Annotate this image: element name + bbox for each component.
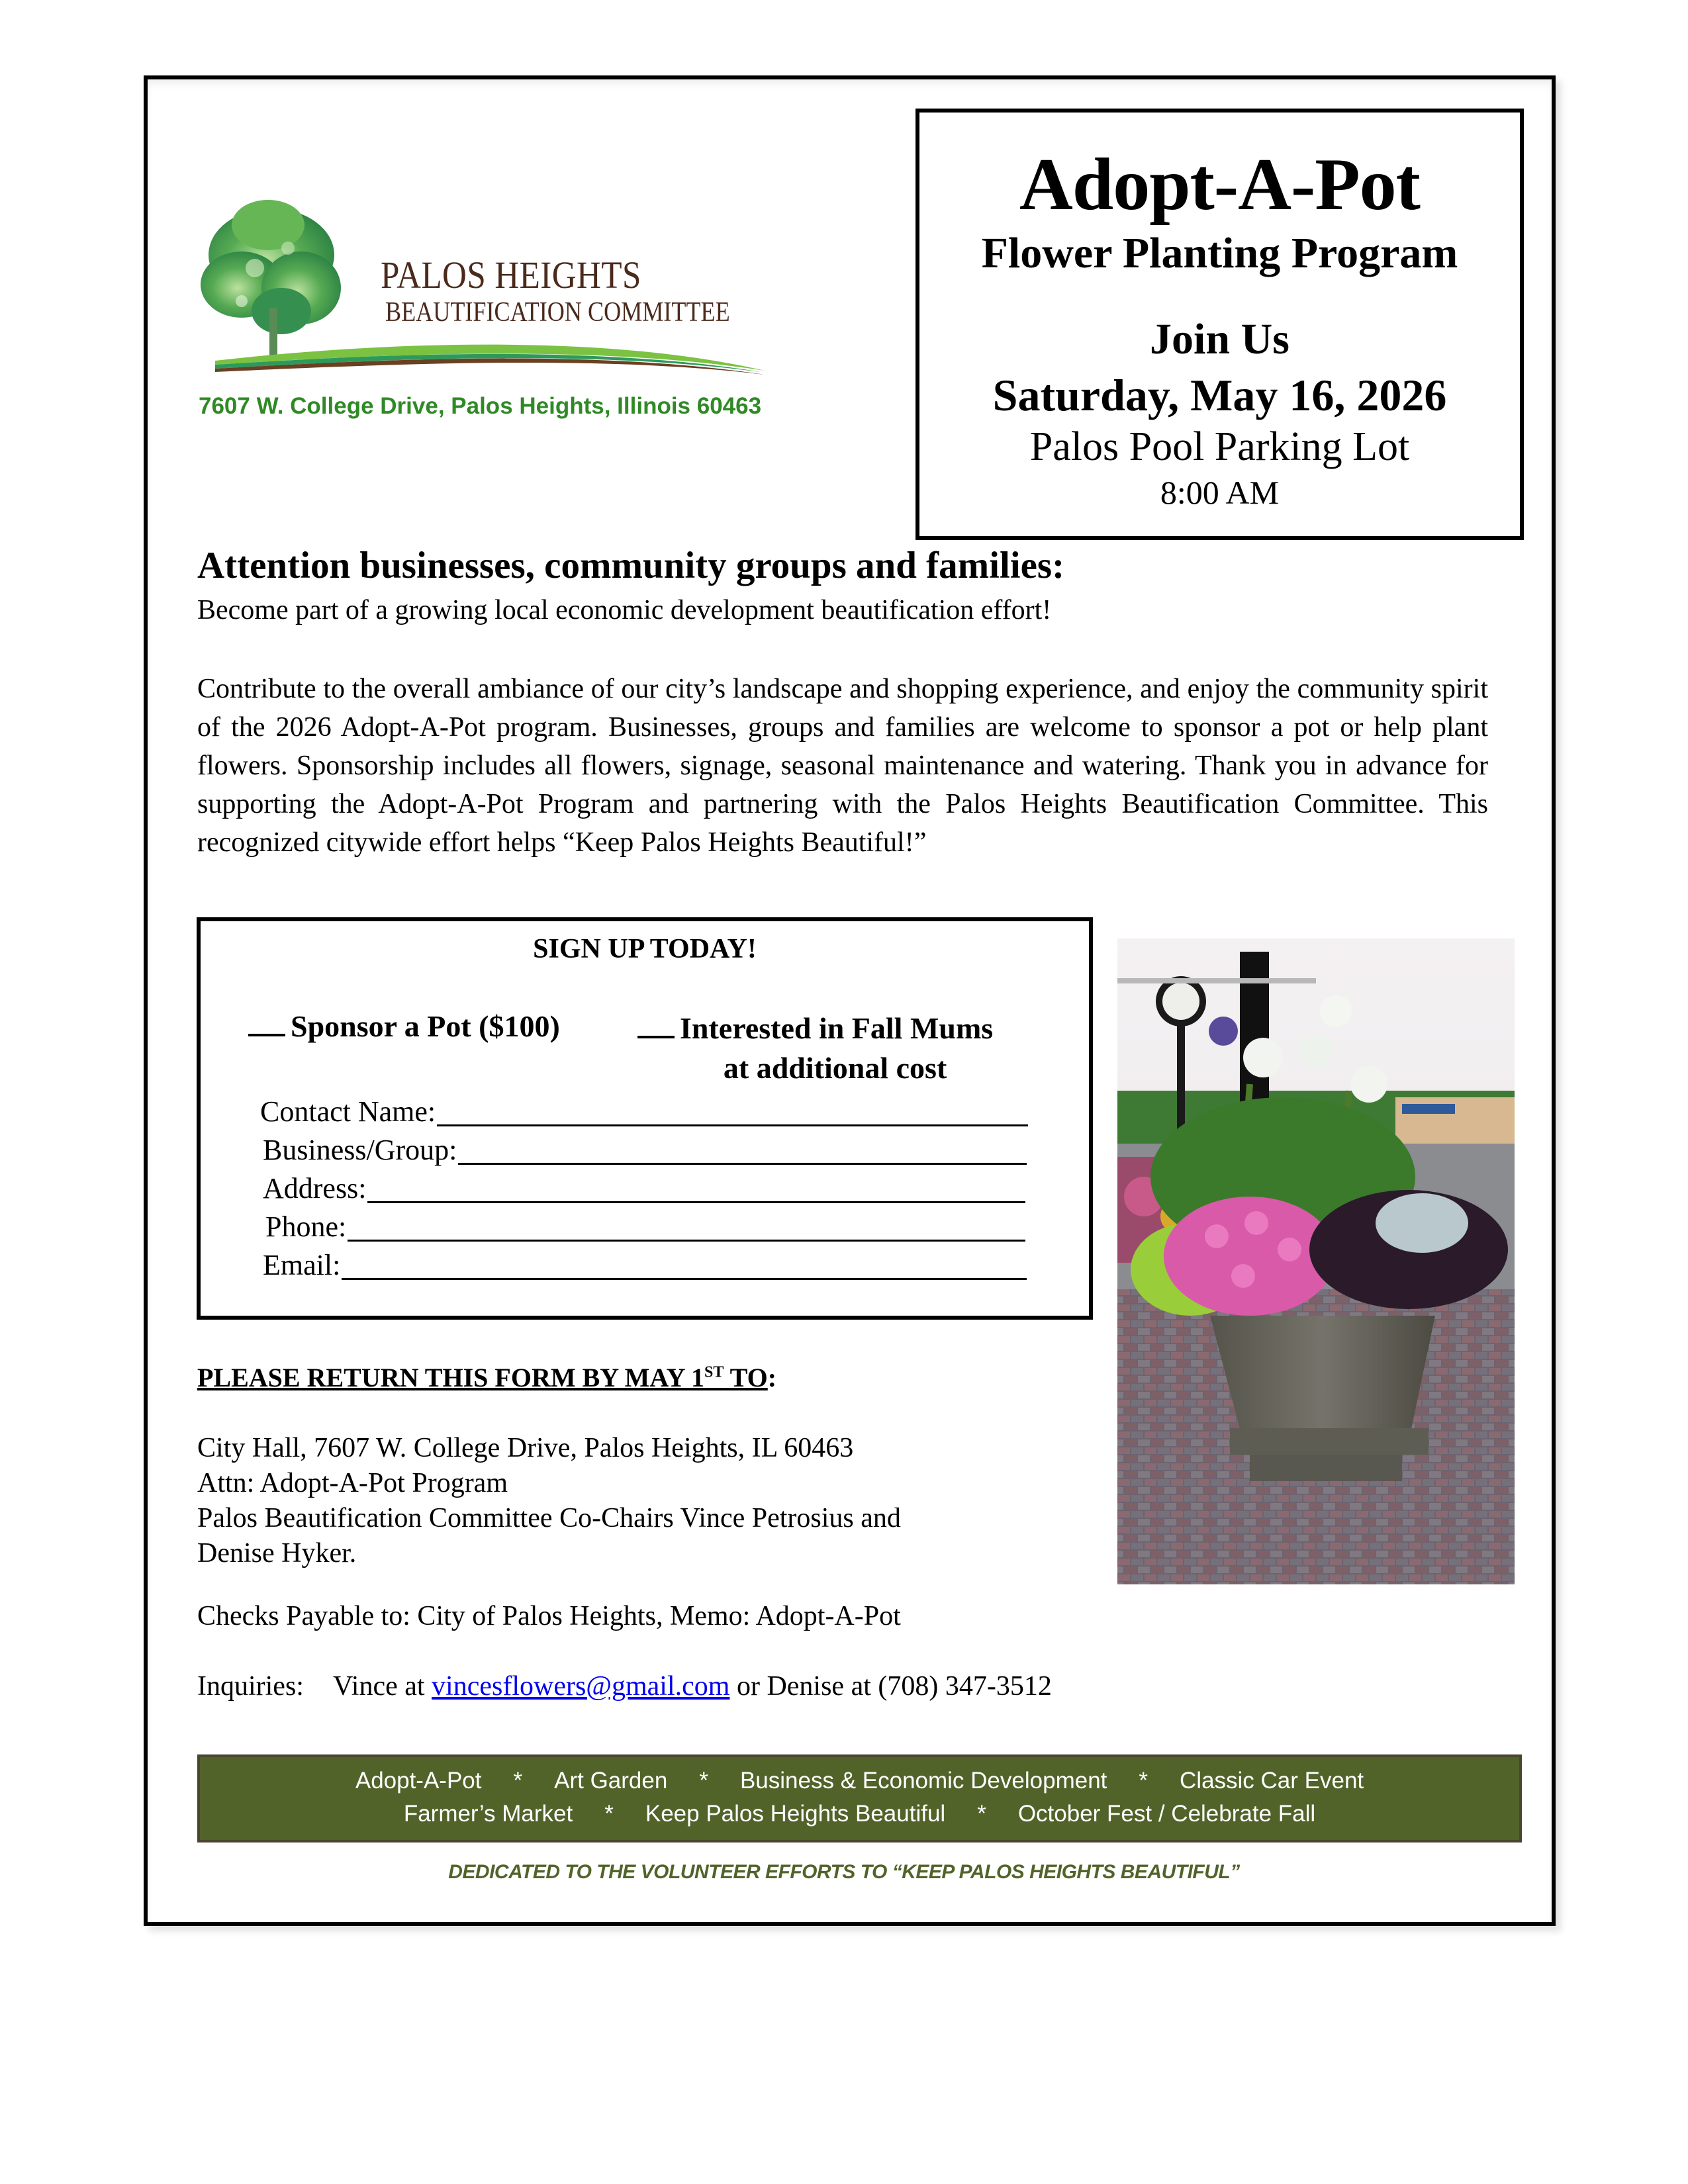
event-title-box: [915, 109, 1524, 540]
field-line[interactable]: [348, 1239, 1025, 1242]
return-line: Denise Hyker.: [197, 1538, 357, 1569]
event-title: Adopt-A-Pot: [1019, 144, 1420, 226]
asterisk-separator-icon: *: [699, 1768, 708, 1794]
asterisk-separator-icon: *: [977, 1801, 986, 1827]
programs-banner: [197, 1754, 1522, 1843]
email-link[interactable]: vincesflowers@gmail.com: [432, 1671, 730, 1702]
event-time: 8:00 AM: [1160, 474, 1280, 511]
field-label: Email:: [263, 1249, 341, 1281]
banner-item: Art Garden: [554, 1768, 668, 1794]
field-label: Phone:: [265, 1210, 347, 1243]
flower-pot-image-icon: [1117, 938, 1515, 1584]
banner-row-2: [200, 1801, 1519, 1827]
banner-item: Adopt-A-Pot: [355, 1768, 482, 1794]
sponsor-option-label: Sponsor a Pot ($100): [291, 1009, 560, 1043]
banner-item: Keep Palos Heights Beautiful: [645, 1801, 946, 1827]
inquiries-post: or Denise at (708) 347-3512: [729, 1671, 1052, 1702]
field-line[interactable]: [342, 1277, 1027, 1280]
banner-row-1: [200, 1768, 1519, 1794]
field-label: Contact Name:: [260, 1095, 436, 1128]
fall-mums-label-line1: Interested in Fall Mums: [680, 1011, 994, 1045]
event-subtitle: Flower Planting Program: [981, 229, 1458, 277]
flower-pot-photo: [1117, 938, 1515, 1584]
sponsor-checkbox-blank[interactable]: [248, 1034, 285, 1036]
fall-mums-label-line2: at additional cost: [723, 1051, 947, 1085]
banner-item: Farmer’s Market: [403, 1801, 573, 1827]
business-group-field[interactable]: [263, 1133, 1027, 1167]
committee-address: 7607 W. College Drive, Palos Heights, Illinois 60463: [199, 393, 762, 419]
inquiries-label: Inquiries:: [197, 1671, 304, 1702]
field-label: Business/Group:: [263, 1134, 457, 1166]
return-heading-colon: :: [767, 1363, 777, 1392]
contact-name-field[interactable]: [260, 1095, 1028, 1128]
address-field[interactable]: [263, 1171, 1025, 1205]
fall-mums-option[interactable]: [637, 1009, 993, 1088]
return-heading: [197, 1362, 776, 1393]
intro-tagline: Become part of a growing local economic development beautification effort!: [197, 595, 1052, 625]
inquiries: [197, 1670, 1052, 1702]
event-location: Palos Pool Parking Lot: [1029, 424, 1410, 469]
signup-title: SIGN UP TODAY!: [533, 934, 757, 964]
return-line: Attn: Adopt-A-Pot Program: [197, 1468, 508, 1498]
return-line: Palos Beautification Committee Co-Chairs Vince Petrosius and: [197, 1503, 901, 1533]
banner-item: Classic Car Event: [1180, 1768, 1364, 1794]
signup-form: [197, 917, 1093, 1320]
dedication-footer: DEDICATED TO THE VOLUNTEER EFFORTS TO “KEEP PALOS HEIGHTS BEAUTIFUL”: [448, 1861, 1240, 1883]
asterisk-separator-icon: *: [513, 1768, 523, 1794]
field-label: Address:: [263, 1172, 367, 1205]
checks-payable: Checks Payable to: City of Palos Heights, Memo: Adopt-A-Pot: [197, 1601, 901, 1631]
banner-item: Business & Economic Development: [739, 1768, 1107, 1794]
event-join: Join Us: [1150, 315, 1289, 363]
logo-subtitle: BEAUTIFICATION COMMITTEE: [385, 297, 730, 328]
field-line[interactable]: [367, 1201, 1025, 1203]
fall-mums-checkbox-blank[interactable]: [637, 1036, 675, 1038]
asterisk-separator-icon: *: [604, 1801, 614, 1827]
sponsor-option[interactable]: [248, 1009, 560, 1044]
field-line[interactable]: [437, 1124, 1028, 1126]
logo-title: PALOS HEIGHTS: [381, 253, 641, 296]
event-date: Saturday, May 16, 2026: [992, 370, 1447, 420]
banner-item: October Fest / Celebrate Fall: [1017, 1801, 1316, 1827]
intro-paragraph: Contribute to the overall ambiance of our city’s landscape and shopping experience, and enjoy the community spirit of the 2026 Adopt-A-Pot program. Businesses, groups and families are welcome to sponsor a pot or help plant flowers. Sponsorship includes all flowers, signage, seasonal maintenance and watering. Thank you in advance for supporting the Adopt-A-Pot Program and partnering with the Palos Heights Beautification Committee. This recognized citywide effort helps “Keep Palos Heights Beautiful!”: [197, 674, 1488, 858]
email-field[interactable]: [263, 1248, 1027, 1282]
phone-field[interactable]: [265, 1210, 1025, 1244]
return-line: City Hall, 7607 W. College Drive, Palos Heights, IL 60463: [197, 1433, 854, 1463]
asterisk-separator-icon: *: [1139, 1768, 1149, 1794]
field-line[interactable]: [458, 1162, 1027, 1165]
attention-heading: Attention businesses, community groups and families:: [197, 545, 1065, 586]
return-heading-superscript: ST: [704, 1363, 724, 1381]
return-heading-main: PLEASE RETURN THIS FORM BY MAY 1: [197, 1363, 705, 1392]
return-address-block: [197, 1431, 901, 1571]
inquiries-pre: Vince at: [332, 1671, 432, 1702]
return-heading-end: TO: [724, 1363, 768, 1392]
